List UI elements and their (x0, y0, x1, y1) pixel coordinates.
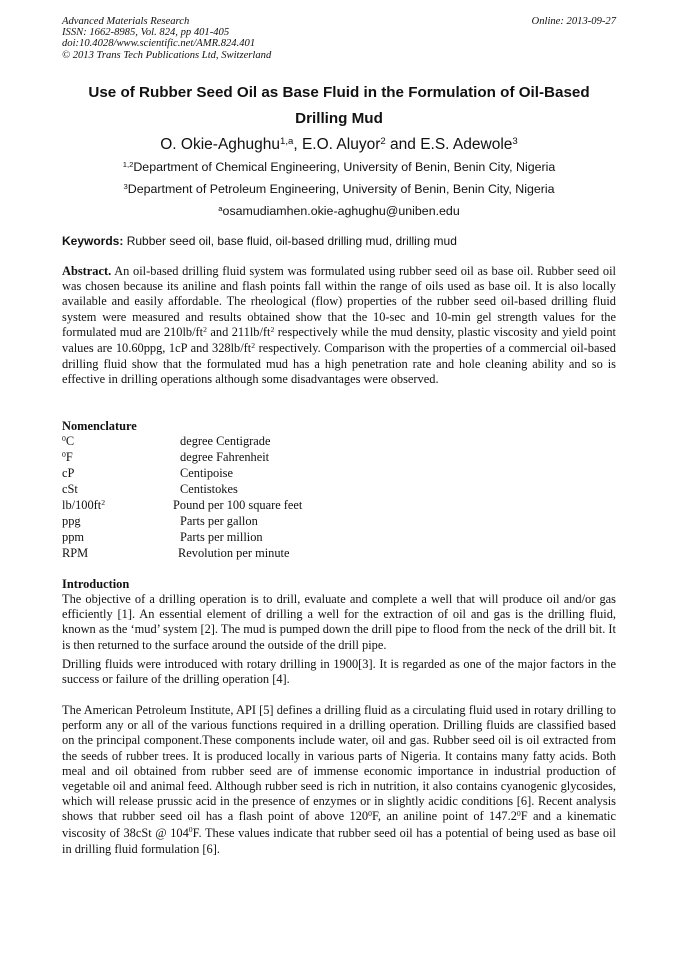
affiliation-1-sup: 1,2 (122, 159, 134, 169)
degree-sup: 0 (368, 809, 372, 819)
affiliation-2 (62, 181, 616, 199)
introduction-paragraph-1: The objective of a drilling operation is to drill, evaluate and complete a well that will produce oil and/or gas efficiently [1]. An essential element of drilling a well for the extraction of oil and gas is the drilling fluid, known as the ‘mud’ system [2]. The mud is pumped down the drill pipe to flood from the neck of the drill bit. It is then returned to the surface around the outside of the drill pipe. (62, 592, 616, 652)
author-3-affil-sup: 3 (512, 135, 518, 147)
email-text[interactable]: osamudiamhen.okie-aghughu@uniben.edu (222, 204, 460, 218)
author-email (62, 203, 616, 221)
affiliation-1 (62, 159, 616, 177)
nomenclature-definition: Revolution per minute (178, 546, 290, 560)
nomenclature-symbol: RPM (62, 546, 89, 560)
issn: ISSN: 1662-8985, Vol. 824, pp 401-405 (62, 27, 230, 39)
nomenclature-definition: degree Fahrenheit (180, 450, 270, 464)
nomenclature-symbol: cSt (62, 482, 78, 496)
nomenclature-definition: Centistokes (180, 482, 238, 496)
nomenclature-symbol (62, 434, 74, 450)
intro-text-a: The American Petroleum Institute, API [5] defines a drilling fluid as a circulating fluid used in rotary drilling to perform any or all of the various functions required in a drilling operation. Drilling fluids are classified based on the principal component.These components include water, oil and gas. Rubber seed oil is oil extracted from the seeds of rubber trees. It is produced locally in various parts of Nigeria. It contains many fatty acids. Both meal and oil obtained from rubber seed are of immense economic importance in industrial production of vegetable oil and animal feed. Although rubber seed is rich in nutrition, it also contains cyanogenic glycosides, which will release prussic acid in the presence of enzymes or in slightly acidic conditions [6]. Recent analysis shows that rubber seed oil has a flash point of above 120 (62, 703, 616, 824)
online-date: Online: 2013-09-27 (531, 16, 616, 27)
paper-title (62, 80, 616, 132)
email-sup: a (218, 203, 223, 213)
symbol-text: C (65, 434, 75, 448)
abstract (62, 264, 616, 388)
intro-text-d: F. These values indicate that rubber seed oil has a potential of being used as base oil in drilling fluid formulation [6]. (62, 825, 616, 856)
affiliation-1-text: Department of Chemical Engineering, University of Benin, Benin City, Nigeria (133, 160, 556, 174)
nomenclature-symbol: ppm (62, 530, 85, 544)
degree-sup: 0 (188, 825, 193, 835)
intro-text-c: F and a kinematic viscosity of 38cSt @ 104 (62, 809, 616, 840)
abstract-text-1: An oil-based drilling fluid system was formulated using rubber seed oil as base oil. Rubber seed oil was chosen because its aniline and flash points fall within the range of oils used as base oil. It is also locally available and easily affordable. The rheological (flow) properties of the rubber seed oil-based drilling fluid system were measured and results obtained show that the 10-sec and 10-min gel strength values for the formulated mud are 210lb/ft (62, 264, 616, 339)
degree-sup: 0 (516, 809, 521, 819)
nomenclature-definition: degree Centigrade (180, 434, 271, 448)
keywords-label: Keywords: (62, 234, 124, 248)
symbol-text: lb/100ft (62, 498, 102, 512)
author-1: O. Okie-Aghughu (160, 136, 281, 153)
nomenclature-symbol (62, 498, 105, 514)
affiliation-2-text: Department of Petroleum Engineering, University of Benin, Benin City, Nigeria (127, 182, 555, 196)
title-line-1: Use of Rubber Seed Oil as Base Fluid in the Formulation of Oil-Based (88, 84, 590, 101)
introduction-paragraph-3 (62, 703, 616, 857)
symbol-sup: 2 (101, 497, 106, 507)
author-2: , E.O. Aluyor (293, 136, 381, 153)
nomenclature-symbol (62, 450, 73, 466)
doi: doi:10.4028/www.scientific.net/AMR.824.401 (62, 38, 256, 50)
abstract-sup-1: 2 (203, 324, 207, 334)
nomenclature-symbol: ppg (62, 514, 81, 528)
symbol-text: F (65, 450, 73, 464)
copyright: © 2013 Trans Tech Publications Ltd, Switzerland (62, 49, 272, 61)
author-3: and E.S. Adewole (385, 136, 513, 153)
abstract-sup-3: 2 (251, 340, 256, 350)
abstract-sup-2: 2 (270, 324, 275, 334)
introduction-paragraph-2: Drilling fluids were introduced with rotary drilling in 1900[3]. It is regarded as one of the major factors in the success or failure of the drilling operation [4]. (62, 657, 616, 687)
nomenclature-heading: Nomenclature (62, 419, 137, 433)
abstract-text-3: respectively while the mud density, plastic viscosity and yield point values are 10.60ppg, 1cP and 328lb/ft (62, 324, 616, 356)
author-list (62, 135, 616, 157)
abstract-text-4: respectively. Comparison with the properties of a commercial oil-based drilling fluid show that the formulated mud has a high penetration rate and hole cleaning ability and so is effective in drilling operations although some disadvantages were observed. (62, 341, 616, 387)
symbol-sup: 0 (62, 449, 66, 459)
nomenclature-definition: Centipoise (180, 466, 233, 480)
title-line-2: Drilling Mud (295, 110, 383, 127)
journal-header (62, 16, 271, 61)
keywords (62, 233, 457, 249)
intro-text-b: F, an aniline point of 147.2 (371, 809, 517, 824)
nomenclature-definition: Parts per million (180, 530, 263, 544)
journal-name: Advanced Materials Research (62, 16, 190, 27)
nomenclature-definition: Pound per 100 square feet (173, 498, 303, 512)
affiliation-2-sup: 3 (123, 181, 128, 191)
author-1-affil-sup: 1,a (280, 135, 294, 147)
nomenclature-definition: Parts per gallon (180, 514, 258, 528)
author-2-affil-sup: 2 (380, 135, 386, 147)
abstract-label: Abstract. (62, 264, 112, 278)
abstract-text-2: and 211lb/ft (206, 324, 271, 339)
keywords-text: Rubber seed oil, base fluid, oil-based drilling mud, drilling mud (123, 234, 457, 248)
nomenclature-symbol: cP (62, 466, 75, 480)
introduction-heading: Introduction (62, 577, 130, 591)
symbol-sup: 0 (62, 433, 66, 443)
